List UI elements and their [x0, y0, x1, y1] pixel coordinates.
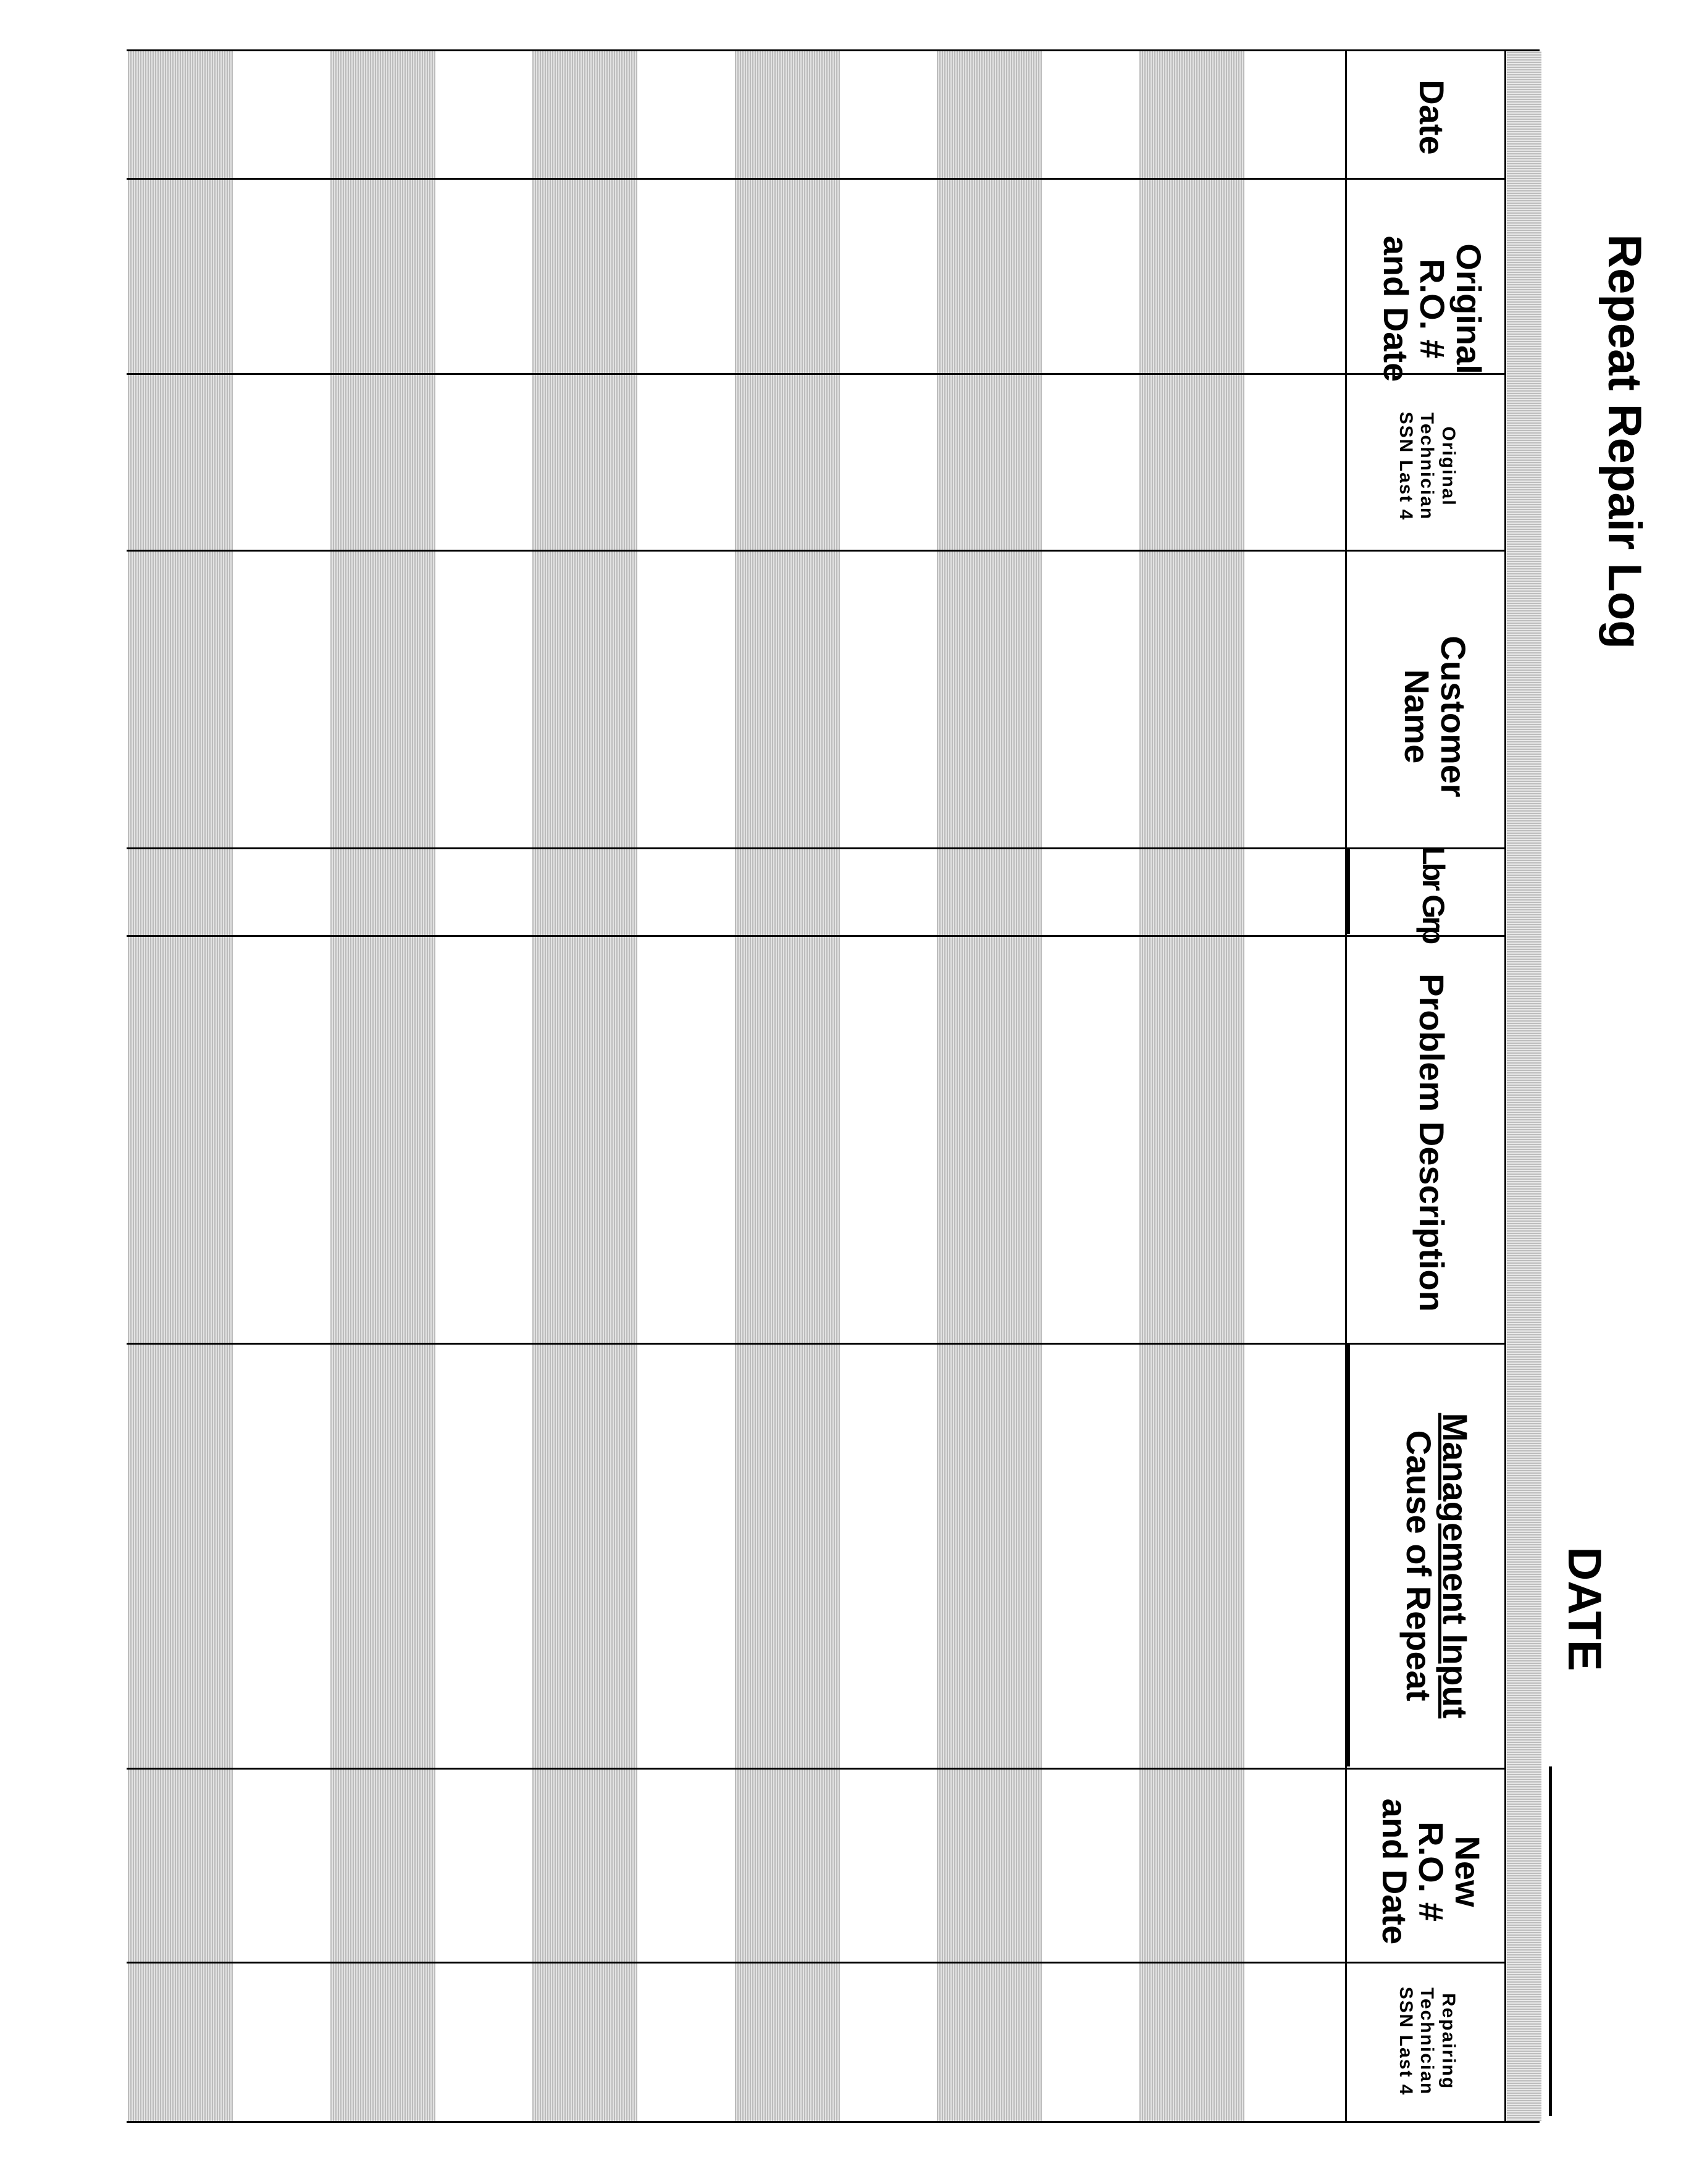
frame-bottom-line	[127, 2121, 1540, 2123]
row-band	[1139, 51, 1244, 2121]
header-customer-name: Customer Name	[1398, 636, 1473, 797]
header-left-border	[1345, 49, 1347, 2122]
date-underline	[1549, 1766, 1552, 2116]
row-band	[330, 51, 435, 2121]
header-edge-strip	[1507, 51, 1541, 2121]
header-problem-description: Problem Description	[1412, 973, 1451, 1312]
header-right-border	[1504, 49, 1506, 2122]
column-divider	[127, 1962, 1506, 1964]
row-band	[128, 51, 233, 2121]
header-management-input: Management Input Cause of Repeat	[1399, 1413, 1475, 1719]
column-divider	[127, 935, 1506, 937]
column-divider	[127, 178, 1506, 180]
date-label: DATE	[1558, 1547, 1611, 1671]
column-divider	[127, 1343, 1506, 1345]
row-band	[937, 51, 1042, 2121]
column-divider	[127, 550, 1506, 552]
header-repairing-technician: Repairing Technician SSN Last 4	[1396, 1986, 1459, 2096]
row-band	[735, 51, 840, 2121]
column-divider	[127, 1768, 1506, 1770]
frame-top-line	[127, 49, 1540, 51]
column-divider	[127, 847, 1506, 849]
header-original-technician: Original Technician SSN Last 4	[1396, 411, 1459, 521]
column-divider	[127, 373, 1506, 375]
header-original-ro: Original R.O. # and Date	[1377, 235, 1488, 382]
header-new-ro: New R.O. # and Date	[1375, 1798, 1487, 1945]
page-title: Repeat Repair Log	[1598, 234, 1651, 649]
row-band	[532, 51, 637, 2121]
header-lbr-grp: Lbr Grp	[1416, 846, 1451, 943]
header-date: Date	[1412, 80, 1451, 155]
